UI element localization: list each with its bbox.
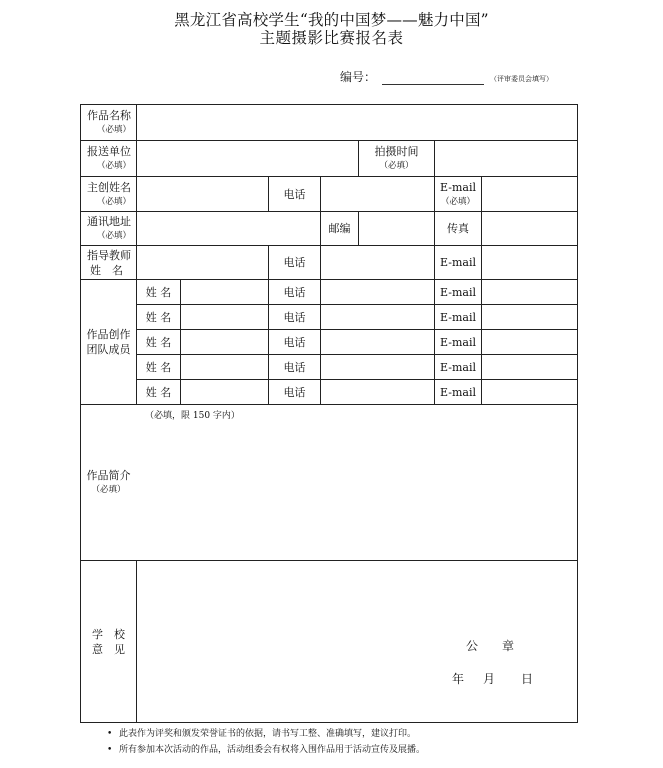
required-note: （必填）: [97, 231, 132, 241]
date-day-label: 日: [521, 672, 534, 686]
intro-textarea[interactable]: [137, 405, 577, 560]
team-member-email-label: E-mail: [440, 385, 476, 399]
required-note: （必填）: [91, 485, 126, 495]
author-phone-label: 电话: [283, 187, 306, 201]
team-member-email-label: E-mail: [440, 335, 476, 349]
team-member-name-label: 姓 名: [145, 310, 172, 324]
intro-hint: （必填，限 150 字内）: [145, 411, 240, 421]
team-member-name-input[interactable]: [181, 355, 268, 379]
shoot-time-label: [359, 141, 434, 176]
team-member-phone-input[interactable]: [321, 355, 434, 379]
bullet-icon: •: [107, 745, 113, 755]
required-note: （必填）: [97, 125, 132, 135]
footnote-item: [107, 726, 425, 742]
team-member-name-input[interactable]: [181, 380, 268, 404]
team-member-email-label: E-mail: [440, 360, 476, 374]
team-member-phone-label: 电话: [283, 385, 306, 399]
team-member-email-input[interactable]: [482, 330, 577, 354]
label-text: 作品名称: [87, 109, 131, 122]
teacher-phone-input[interactable]: [321, 246, 434, 279]
team-member-name-label: 姓 名: [145, 335, 172, 349]
team-member-phone-label: 电话: [283, 360, 306, 374]
intro-label: [81, 405, 136, 560]
label-text: 作品创作: [86, 328, 131, 341]
team-member-phone-label: 电话: [283, 335, 306, 349]
label-text: 意 见: [92, 642, 125, 656]
unit-input[interactable]: [137, 141, 358, 176]
team-member-name-label: 姓 名: [145, 360, 172, 374]
teacher-phone-label: 电话: [283, 256, 306, 269]
team-member-name-label: 姓 名: [145, 385, 172, 399]
required-note: （必填）: [379, 161, 414, 171]
author-phone-input[interactable]: [321, 177, 434, 211]
official-seal-label: 公 章: [466, 639, 521, 653]
footnote-text: 所有参加本次活动的作品，活动组委会有权将入围作品用于活动宣传及展播。: [119, 745, 426, 755]
label-text: 作品简介: [86, 469, 131, 482]
teacher-label: [81, 246, 136, 279]
bullet-icon: •: [107, 729, 113, 739]
team-member-phone-label: 电话: [283, 285, 306, 299]
serial-label: 编号：: [340, 70, 377, 84]
address-input[interactable]: [137, 212, 320, 245]
unit-label: [81, 141, 136, 176]
author-email-label: [435, 177, 481, 211]
date-year-label: 年: [452, 672, 465, 686]
work-name-label: [81, 105, 136, 140]
label-text: 团队成员: [86, 343, 131, 356]
required-note: （必填）: [440, 196, 475, 207]
label-text: 学 校: [92, 627, 125, 641]
label-text: 指导教师: [87, 248, 131, 262]
label-text: 报送单位: [87, 145, 131, 158]
team-member-email-input[interactable]: [482, 280, 577, 304]
author-name-label: [81, 177, 136, 211]
team-member-phone-input[interactable]: [321, 305, 434, 329]
footnote-item: [107, 742, 425, 758]
required-note: （必填）: [97, 196, 132, 207]
footnotes: [107, 726, 425, 758]
address-label: [81, 212, 136, 245]
teacher-email-label: E-mail: [440, 256, 476, 269]
grid-line: [577, 104, 578, 722]
team-member-name-input[interactable]: [181, 280, 268, 304]
fax-input[interactable]: [482, 212, 577, 245]
team-member-email-input[interactable]: [482, 380, 577, 404]
serial-note: （评审委员会填写）: [490, 75, 554, 83]
postcode-label: 邮编: [328, 222, 351, 235]
shoot-time-input[interactable]: [435, 141, 577, 176]
form-title-line1: 黑龙江省高校学生“我的中国梦——魅力中国”: [174, 11, 489, 29]
footnote-text: 此表作为评奖和颁发荣誉证书的依据，请书写工整、准确填写，建议打印。: [119, 729, 417, 739]
form-title-line2: 主题摄影比赛报名表: [259, 29, 404, 47]
author-name-input[interactable]: [137, 177, 268, 211]
label-text: 通讯地址: [87, 215, 131, 228]
teacher-email-input[interactable]: [482, 246, 577, 279]
label-text: E-mail: [440, 180, 476, 194]
team-member-phone-input[interactable]: [321, 380, 434, 404]
team-member-phone-input[interactable]: [321, 280, 434, 304]
team-member-name-input[interactable]: [181, 330, 268, 354]
team-member-email-input[interactable]: [482, 305, 577, 329]
team-member-phone-input[interactable]: [321, 330, 434, 354]
fax-label: 传真: [447, 222, 469, 235]
date-month-label: 月: [483, 672, 496, 686]
grid-line: [80, 722, 578, 723]
team-member-name-label: 姓 名: [145, 285, 172, 299]
team-member-name-input[interactable]: [181, 305, 268, 329]
school-opinion-label: [81, 561, 136, 722]
label-text: 姓 名: [90, 263, 123, 277]
label-text: 主创姓名: [87, 180, 131, 194]
work-name-input[interactable]: [137, 105, 577, 140]
team-member-email-label: E-mail: [440, 285, 476, 299]
team-label: [81, 280, 136, 404]
team-member-email-label: E-mail: [440, 310, 476, 324]
team-member-email-input[interactable]: [482, 355, 577, 379]
postcode-input[interactable]: [359, 212, 434, 245]
author-email-input[interactable]: [482, 177, 577, 211]
label-text: 拍摄时间: [374, 145, 419, 158]
teacher-name-input[interactable]: [137, 246, 268, 279]
required-note: （必填）: [97, 161, 132, 171]
team-member-phone-label: 电话: [283, 310, 306, 324]
